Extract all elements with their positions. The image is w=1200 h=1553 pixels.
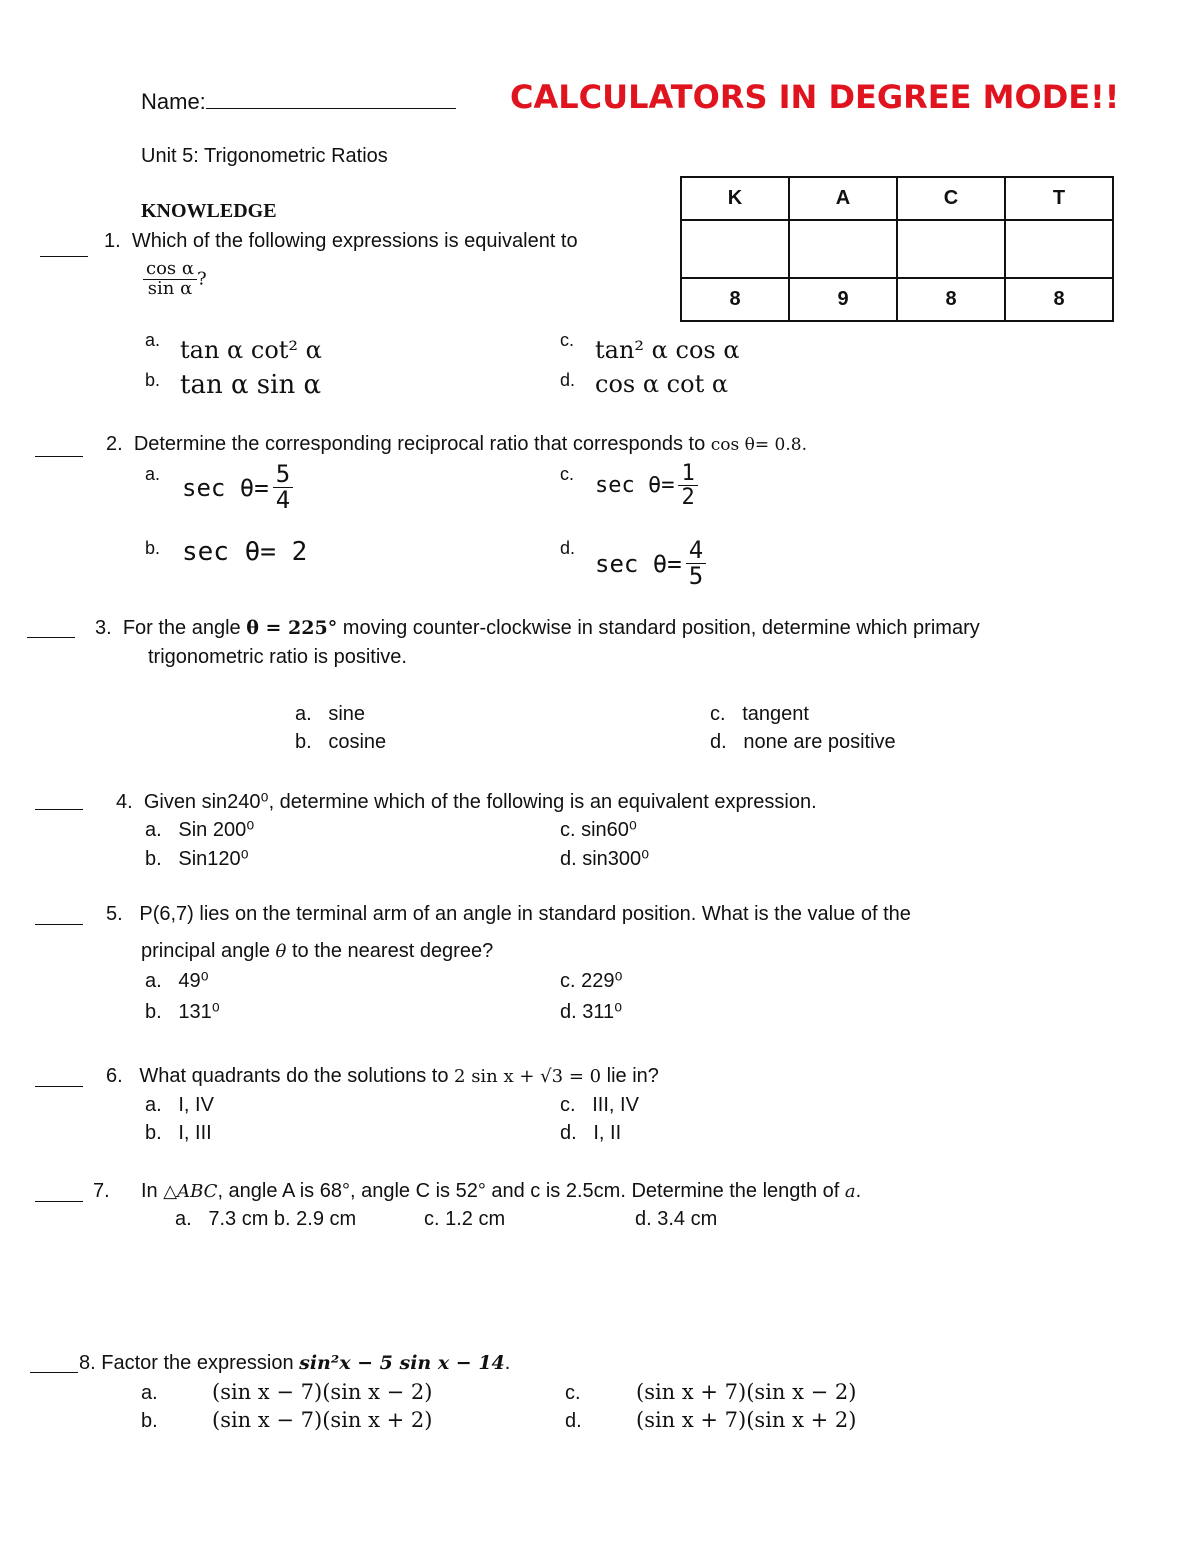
question-1-fraction: $\frac{\text{cos α}}{\text{sin α}}$ ? (143, 260, 207, 299)
score-total-c: 8 (897, 278, 1005, 321)
question-2: 2. Determine the corresponding reciprocal ratio that corresponds to cos θ= 0.8. (106, 433, 807, 455)
q6-option-b[interactable]: b. I, III (145, 1122, 212, 1144)
section-heading: KNOWLEDGE (141, 200, 277, 222)
q2-option-a[interactable]: sec θ= $\frac{5}{4}$ (182, 462, 293, 513)
q7-option-c[interactable]: c. 1.2 cm (424, 1208, 506, 1230)
q4-option-c[interactable]: c. sin60⁰ (560, 819, 637, 841)
q6-option-a[interactable]: a. I, IV (145, 1094, 214, 1116)
q6-option-d[interactable]: d. I, II (560, 1122, 622, 1144)
score-header-a: A (789, 177, 897, 220)
answer-blank-7[interactable] (35, 1187, 83, 1202)
question-1: 1. Which of the following expressions is equivalent to (104, 230, 578, 252)
answer-blank-4[interactable] (35, 795, 83, 810)
q5-option-d[interactable]: d. 311⁰ (560, 1001, 623, 1023)
q1-option-a-letter: a. (145, 330, 161, 350)
answer-blank-8[interactable] (30, 1358, 78, 1373)
q1-option-a[interactable]: tan α cot² α (180, 336, 322, 364)
score-total-k: 8 (681, 278, 789, 321)
q4-option-d[interactable]: d. sin300⁰ (560, 848, 650, 870)
q2-option-c[interactable]: sec θ= $\frac{1}{2}$ (595, 462, 698, 509)
q8-option-a[interactable]: (sin x − 7)(sin x − 2) (212, 1380, 433, 1404)
question-7: In △ABC, angle A is 68°, angle C is 52° and c is 2.5cm. Determine the length of a. (141, 1180, 862, 1202)
score-entry-a[interactable] (789, 220, 897, 278)
answer-blank-2[interactable] (35, 440, 83, 457)
question-8: 8. Factor the expression sin²x − 5 sin x − 14. (79, 1352, 511, 1374)
q2-option-b-letter: b. (145, 538, 161, 558)
answer-blank-1[interactable] (40, 236, 88, 257)
score-entry-k[interactable] (681, 220, 789, 278)
q8-option-d-letter: d. (565, 1410, 582, 1432)
question-5: 5. P(6,7) lies on the terminal arm of an angle in standard position. What is the value of the (106, 903, 911, 925)
name-blank[interactable] (206, 86, 456, 109)
q8-option-b[interactable]: (sin x − 7)(sin x + 2) (212, 1408, 433, 1432)
score-total-a: 9 (789, 278, 897, 321)
q2-option-d-letter: d. (560, 538, 576, 558)
name-label: Name: (141, 86, 456, 115)
q8-option-a-letter: a. (141, 1382, 158, 1404)
degree-mode-banner: CALCULATORS IN DEGREE MODE!! (510, 78, 1120, 116)
q3-option-a[interactable]: a. sine (295, 703, 366, 725)
question-4: 4. Given sin240⁰, determine which of the following is an equivalent expression. (116, 791, 817, 813)
score-header-k: K (681, 177, 789, 220)
score-total-t: 8 (1005, 278, 1113, 321)
q1-option-c-letter: c. (560, 330, 575, 350)
q8-option-c-letter: c. (565, 1382, 581, 1404)
q7-option-d[interactable]: d. 3.4 cm (635, 1208, 718, 1230)
q5-option-c[interactable]: c. 229⁰ (560, 970, 623, 992)
answer-blank-3[interactable] (27, 623, 75, 638)
q6-option-c[interactable]: c. III, IV (560, 1094, 639, 1116)
unit-title: Unit 5: Trigonometric Ratios (141, 145, 388, 167)
q8-option-c[interactable]: (sin x + 7)(sin x − 2) (636, 1380, 857, 1404)
q7-option-ab[interactable]: a. 7.3 cm b. 2.9 cm (175, 1208, 357, 1230)
question-7-number: 7. (93, 1180, 110, 1202)
q3-option-d[interactable]: d. none are positive (710, 731, 896, 753)
q5-option-b[interactable]: b. 131⁰ (145, 1001, 220, 1023)
score-table (680, 176, 1114, 322)
answer-blank-5[interactable] (35, 910, 83, 925)
q2-option-a-letter: a. (145, 464, 161, 484)
question-3: 3. For the angle θ = 225° moving counter-clockwise in standard position, determine which primary (95, 617, 980, 639)
q8-option-d[interactable]: (sin x + 7)(sin x + 2) (636, 1408, 857, 1432)
score-entry-c[interactable] (897, 220, 1005, 278)
q5-option-a[interactable]: a. 49⁰ (145, 970, 209, 992)
score-header-t: T (1005, 177, 1113, 220)
q2-option-c-letter: c. (560, 464, 575, 484)
q2-option-d[interactable]: sec θ= $\frac{4}{5}$ (595, 538, 706, 589)
q4-option-b[interactable]: b. Sin120⁰ (145, 848, 249, 870)
score-entry-t[interactable] (1005, 220, 1113, 278)
q3-option-c[interactable]: c. tangent (710, 703, 809, 725)
q8-option-b-letter: b. (141, 1410, 158, 1432)
q1-option-d-letter: d. (560, 370, 576, 390)
q1-option-b[interactable]: tan α sin α (180, 370, 322, 400)
q2-option-b[interactable]: sec θ= 2 (182, 537, 308, 567)
q3-option-b[interactable]: b. cosine (295, 731, 387, 753)
question-5-line-2: principal angle θ to the nearest degree? (141, 940, 494, 962)
q1-option-b-letter: b. (145, 370, 161, 390)
answer-blank-6[interactable] (35, 1072, 83, 1087)
q1-option-c[interactable]: tan² α cos α (595, 336, 740, 364)
q1-option-d[interactable]: cos α cot α (595, 370, 729, 398)
question-3-line-2: trigonometric ratio is positive. (148, 646, 407, 668)
question-6: 6. What quadrants do the solutions to 2 sin x + √3 = 0 lie in? (106, 1065, 659, 1087)
q4-option-a[interactable]: a. Sin 200⁰ (145, 819, 255, 841)
score-header-c: C (897, 177, 1005, 220)
